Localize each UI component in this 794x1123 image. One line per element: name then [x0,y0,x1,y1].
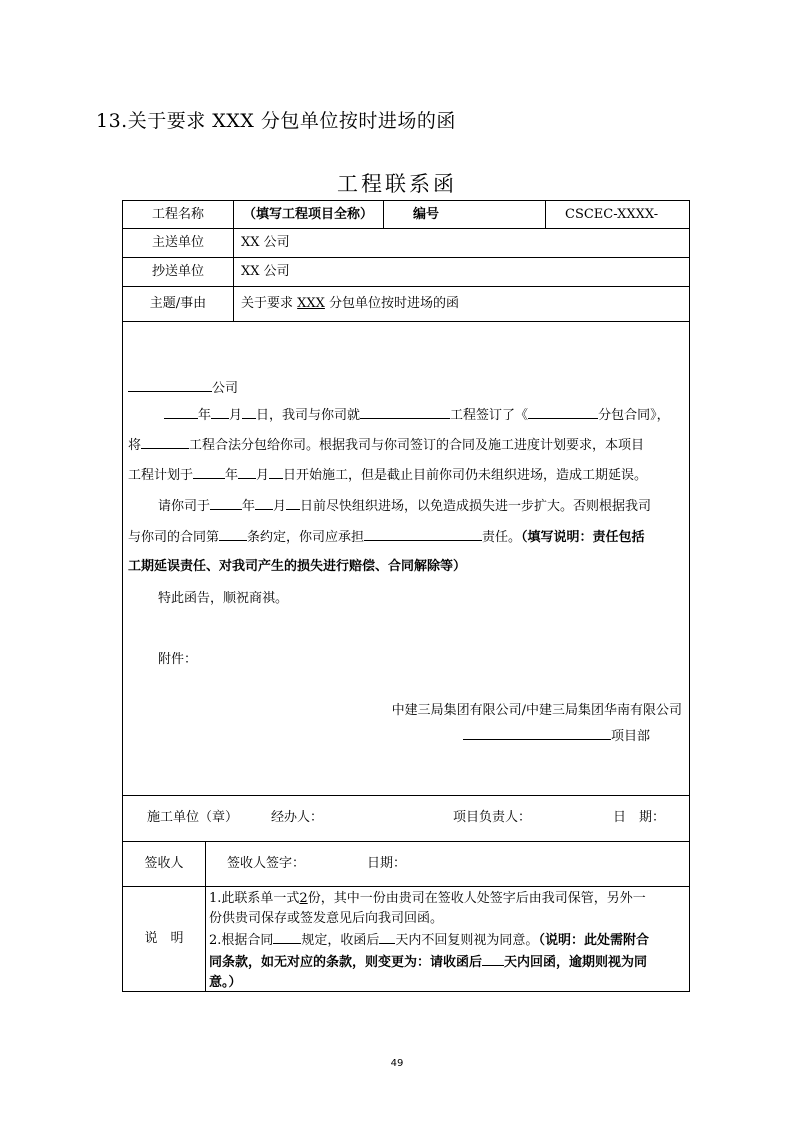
section-heading: 13.关于要求 XXX 分包单位按时进场的函 [96,110,456,132]
text: 同条款，如无对应的条款，则变更为：请收函后 [209,955,483,970]
receiver-label: 签收人 [144,856,184,871]
addressee-suffix: 公司 [212,381,239,396]
paragraph-2-line-1 [128,495,684,513]
cc-recipient-value: XX 公司 [241,264,290,279]
date-label: 日 期： [613,810,666,825]
note-explanation: （说明：此处需附合 [538,933,649,948]
paragraph-1-line-1 [128,404,684,422]
text: 日，我司与你司就 [256,408,361,423]
paragraph-2-line-3: 工期延误责任、对我司产生的损失进行赔偿、合同解除等） [128,559,467,574]
row-divider [123,886,689,887]
note-1-line-1 [209,889,649,909]
text: 请你司于 [158,499,211,514]
attachment-label: 附件： [158,652,198,667]
year-blank [193,464,225,479]
row-divider [123,228,689,229]
addressee-line [128,377,684,395]
column-divider [383,201,384,228]
project-name-value: （填写工程项目全称） [242,207,373,222]
main-recipient-label: 主送单位 [151,235,204,250]
row-divider [123,257,689,258]
clause-blank [219,526,247,541]
document-title: 工程联系函 [337,172,457,196]
subject-suffix: 分包单位按时进场的函 [324,296,460,311]
text: 项目部 [610,729,650,744]
day-blank [269,464,283,479]
row-divider [123,841,689,842]
year-blank [164,404,198,419]
main-recipient-value: XX 公司 [241,235,290,250]
text: 1.此联系单一式 [209,891,300,906]
day-blank [242,404,256,419]
column-divider [205,841,206,992]
column-divider [545,201,546,228]
project-lead-label: 项目负责人： [453,810,532,825]
contact-letter-form [122,200,690,992]
text: 条约定，你司应承担 [247,530,365,545]
closing-line: 特此函告，顺祝商祺。 [158,591,289,606]
handler-label: 经办人： [271,810,324,825]
contract-blank [528,404,598,419]
copies-count: 2 [299,891,308,906]
notes-content [209,889,649,993]
year-blank [210,495,242,510]
text: 工程签订了《 [450,408,529,423]
page-number: 49 [390,1058,404,1069]
project-name-label: 工程名称 [151,207,204,222]
month-blank [238,464,256,479]
days-blank [379,929,395,944]
cc-recipient-label: 抄送单位 [151,264,204,279]
paragraph-1-line-3 [128,464,684,482]
text: 天内不回复则视为同意。 [395,933,539,948]
addressee-blank [128,377,212,392]
text: 年 [198,408,212,423]
row-divider [123,795,689,796]
text: 月 [273,499,287,514]
number-label: 编号 [413,207,440,222]
paragraph-2-line-2 [128,526,684,544]
receipt-date-label: 日期： [367,856,407,871]
text: 2.根据合同 [209,933,274,948]
month-blank [211,404,229,419]
text: 工程合法分包给你司。根据我司与你司签订的合同及施工进度计划要求，本项目 [189,438,645,453]
text: 日开始施工，但是截止目前你司仍未组织进场，造成工期延误。 [283,468,648,483]
text: 天内回函，逾期则视为同 [504,955,648,970]
note-2-line-3: 意。） [209,975,242,990]
sender-department [463,725,650,743]
sender-company: 中建三局集团有限公司/中建三局集团华南有限公司 [391,703,682,718]
work-blank [141,434,189,449]
text: 年 [242,499,256,514]
month-blank [255,495,273,510]
row-divider [123,286,689,287]
text: 日前尽快组织进场，以免造成损失进一步扩大。否则根据我司 [300,499,652,514]
subject-prefix: 关于要求 [241,296,298,311]
text: 分包合同》， [598,408,670,423]
number-value: CSCEC-XXXX- [565,207,659,222]
paragraph-1-line-2 [128,434,684,452]
text: 规定，收函后 [301,933,380,948]
text: 工程计划于 [128,468,194,483]
subject-label: 主题/事由 [149,296,207,311]
project-blank [360,404,450,419]
note-1-line-2: 份供贵司保存或签发意见后向我司回函。 [209,911,444,926]
day-blank [286,495,300,510]
contract-clause-blank [273,929,301,944]
row-divider [123,321,689,322]
note-2-line-1 [209,929,649,951]
fill-note: （填写说明：责任包括 [521,530,645,545]
subject-value [241,296,459,312]
project-department-blank [463,725,611,740]
text: 年 [225,468,239,483]
text: 月 [229,408,243,423]
letter-body [128,377,684,757]
text: 将 [128,438,142,453]
text: 责任。 [482,530,522,545]
text: 份，其中一份由贵司在签收人处签字后由我司保管，另外一 [307,891,646,906]
liability-blank [364,526,482,541]
construction-unit-seal: 施工单位（章） [147,810,239,825]
reply-days-blank [482,951,504,966]
receiver-signature-label: 签收人签字： [227,856,306,871]
text: 月 [256,468,270,483]
notes-label: 说 明 [144,931,184,946]
text: 与你司的合同第 [128,530,220,545]
subject-underlined: XXX [297,296,325,311]
note-2-line-2 [209,951,649,973]
